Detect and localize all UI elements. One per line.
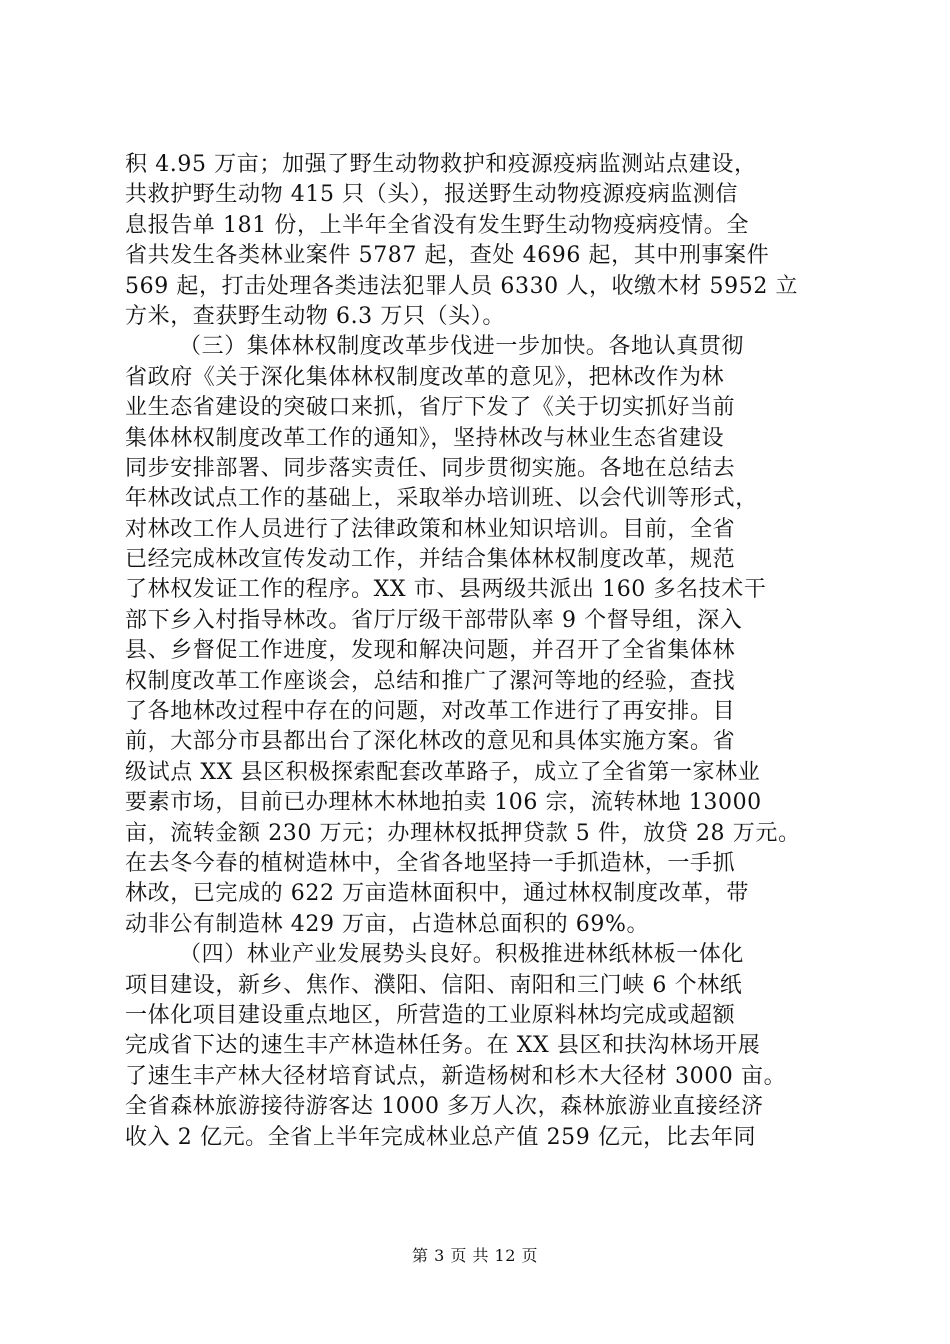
text-line: 在去冬今春的植树造林中，全省各地坚持一手抓造林，一手抓 bbox=[125, 850, 736, 876]
text-line: 省政府《关于深化集体林权制度改革的意见》，把林改作为林 bbox=[125, 364, 725, 390]
text-line: 动非公有制造林 429 万亩，占造林总面积的 69%。 bbox=[125, 911, 650, 937]
text-line: 了各地林改过程中存在的问题，对改革工作进行了再安排。目 bbox=[125, 699, 736, 725]
text-line: 共救护野生动物 415 只（头），报送野生动物疫源疫病监测信 bbox=[125, 182, 738, 208]
text-line: 集体林权制度改革工作的通知》，坚持林改与林业生态省建设 bbox=[125, 425, 725, 451]
text-line: 方米，查获野生动物 6.3 万只（头）。 bbox=[125, 303, 505, 329]
text-line: 完成省下达的速生丰产林造林任务。在 XX 县区和扶沟林场开展 bbox=[125, 1033, 761, 1059]
text-line: 对林改工作人员进行了法律政策和林业知识培训。目前，全省 bbox=[125, 516, 736, 542]
text-line: 同步安排部署、同步落实责任、同步贯彻实施。各地在总结去 bbox=[125, 455, 736, 481]
text-line: 省共发生各类林业案件 5787 起，查处 4696 起，其中刑事案件 bbox=[125, 243, 770, 269]
text-line: 级试点 XX 县区积极探索配套改革路子，成立了全省第一家林业 bbox=[125, 759, 761, 785]
text-line: 了林权发证工作的程序。XX 市、县两级共派出 160 多名技术干 bbox=[125, 577, 767, 603]
text-line: 全省森林旅游接待游客达 1000 多万人次，森林旅游业直接经济 bbox=[125, 1094, 764, 1120]
text-line: 一体化项目建设重点地区，所营造的工业原料林均完成或超额 bbox=[125, 1002, 736, 1028]
text-line: 要素市场，目前已办理林木林地拍卖 106 宗，流转林地 13000 bbox=[125, 790, 762, 816]
document-body bbox=[125, 150, 825, 1153]
text-line: 部下乡入村指导林改。省厅厅级干部带队率 9 个督导组，深入 bbox=[125, 607, 743, 633]
text-line: 业生态省建设的突破口来抓，省厅下发了《关于切实抓好当前 bbox=[125, 395, 736, 421]
text-line: 了速生丰产林大径材培育试点，新造杨树和杉木大径材 3000 亩。 bbox=[125, 1063, 787, 1089]
text-line: 项目建设，新乡、焦作、濮阳、信阳、南阳和三门峡 6 个林纸 bbox=[125, 972, 743, 998]
text-line: 亩，流转金额 230 万元；办理林权抵押贷款 5 件，放贷 28 万元。 bbox=[125, 820, 801, 846]
text-line: 前，大部分市县都出台了深化林改的意见和具体实施方案。省 bbox=[125, 729, 736, 755]
text-line: 已经完成林改宣传发动工作，并结合集体林权制度改革，规范 bbox=[125, 547, 736, 573]
text-line: 收入 2 亿元。全省上半年完成林业总产值 259 亿元，比去年同 bbox=[125, 1124, 757, 1150]
paragraph-start-line: （三）集体林权制度改革步伐进一步加快。各地认真贯彻 bbox=[179, 334, 745, 360]
text-line: 权制度改革工作座谈会，总结和推广了漯河等地的经验，查找 bbox=[125, 668, 736, 694]
paragraph-start-line: （四）林业产业发展势头良好。积极推进林纸林板一体化 bbox=[179, 942, 745, 968]
text-line: 林改，已完成的 622 万亩造林面积中，通过林权制度改革，带 bbox=[125, 881, 749, 907]
text-line: 息报告单 181 份，上半年全省没有发生野生动物疫病疫情。全 bbox=[125, 212, 749, 238]
page-number-footer: 第 3 页 共 12 页 bbox=[412, 1246, 538, 1265]
text-line: 569 起，打击处理各类违法犯罪人员 6330 人，收缴木材 5952 立 bbox=[125, 273, 799, 299]
text-line: 年林改试点工作的基础上，采取举办培训班、以会代训等形式， bbox=[125, 486, 758, 512]
text-line: 县、乡督促工作进度，发现和解决问题，并召开了全省集体林 bbox=[125, 638, 736, 664]
text-line: 积 4.95 万亩；加强了野生动物救护和疫源疫病监测站点建设， bbox=[125, 152, 757, 177]
